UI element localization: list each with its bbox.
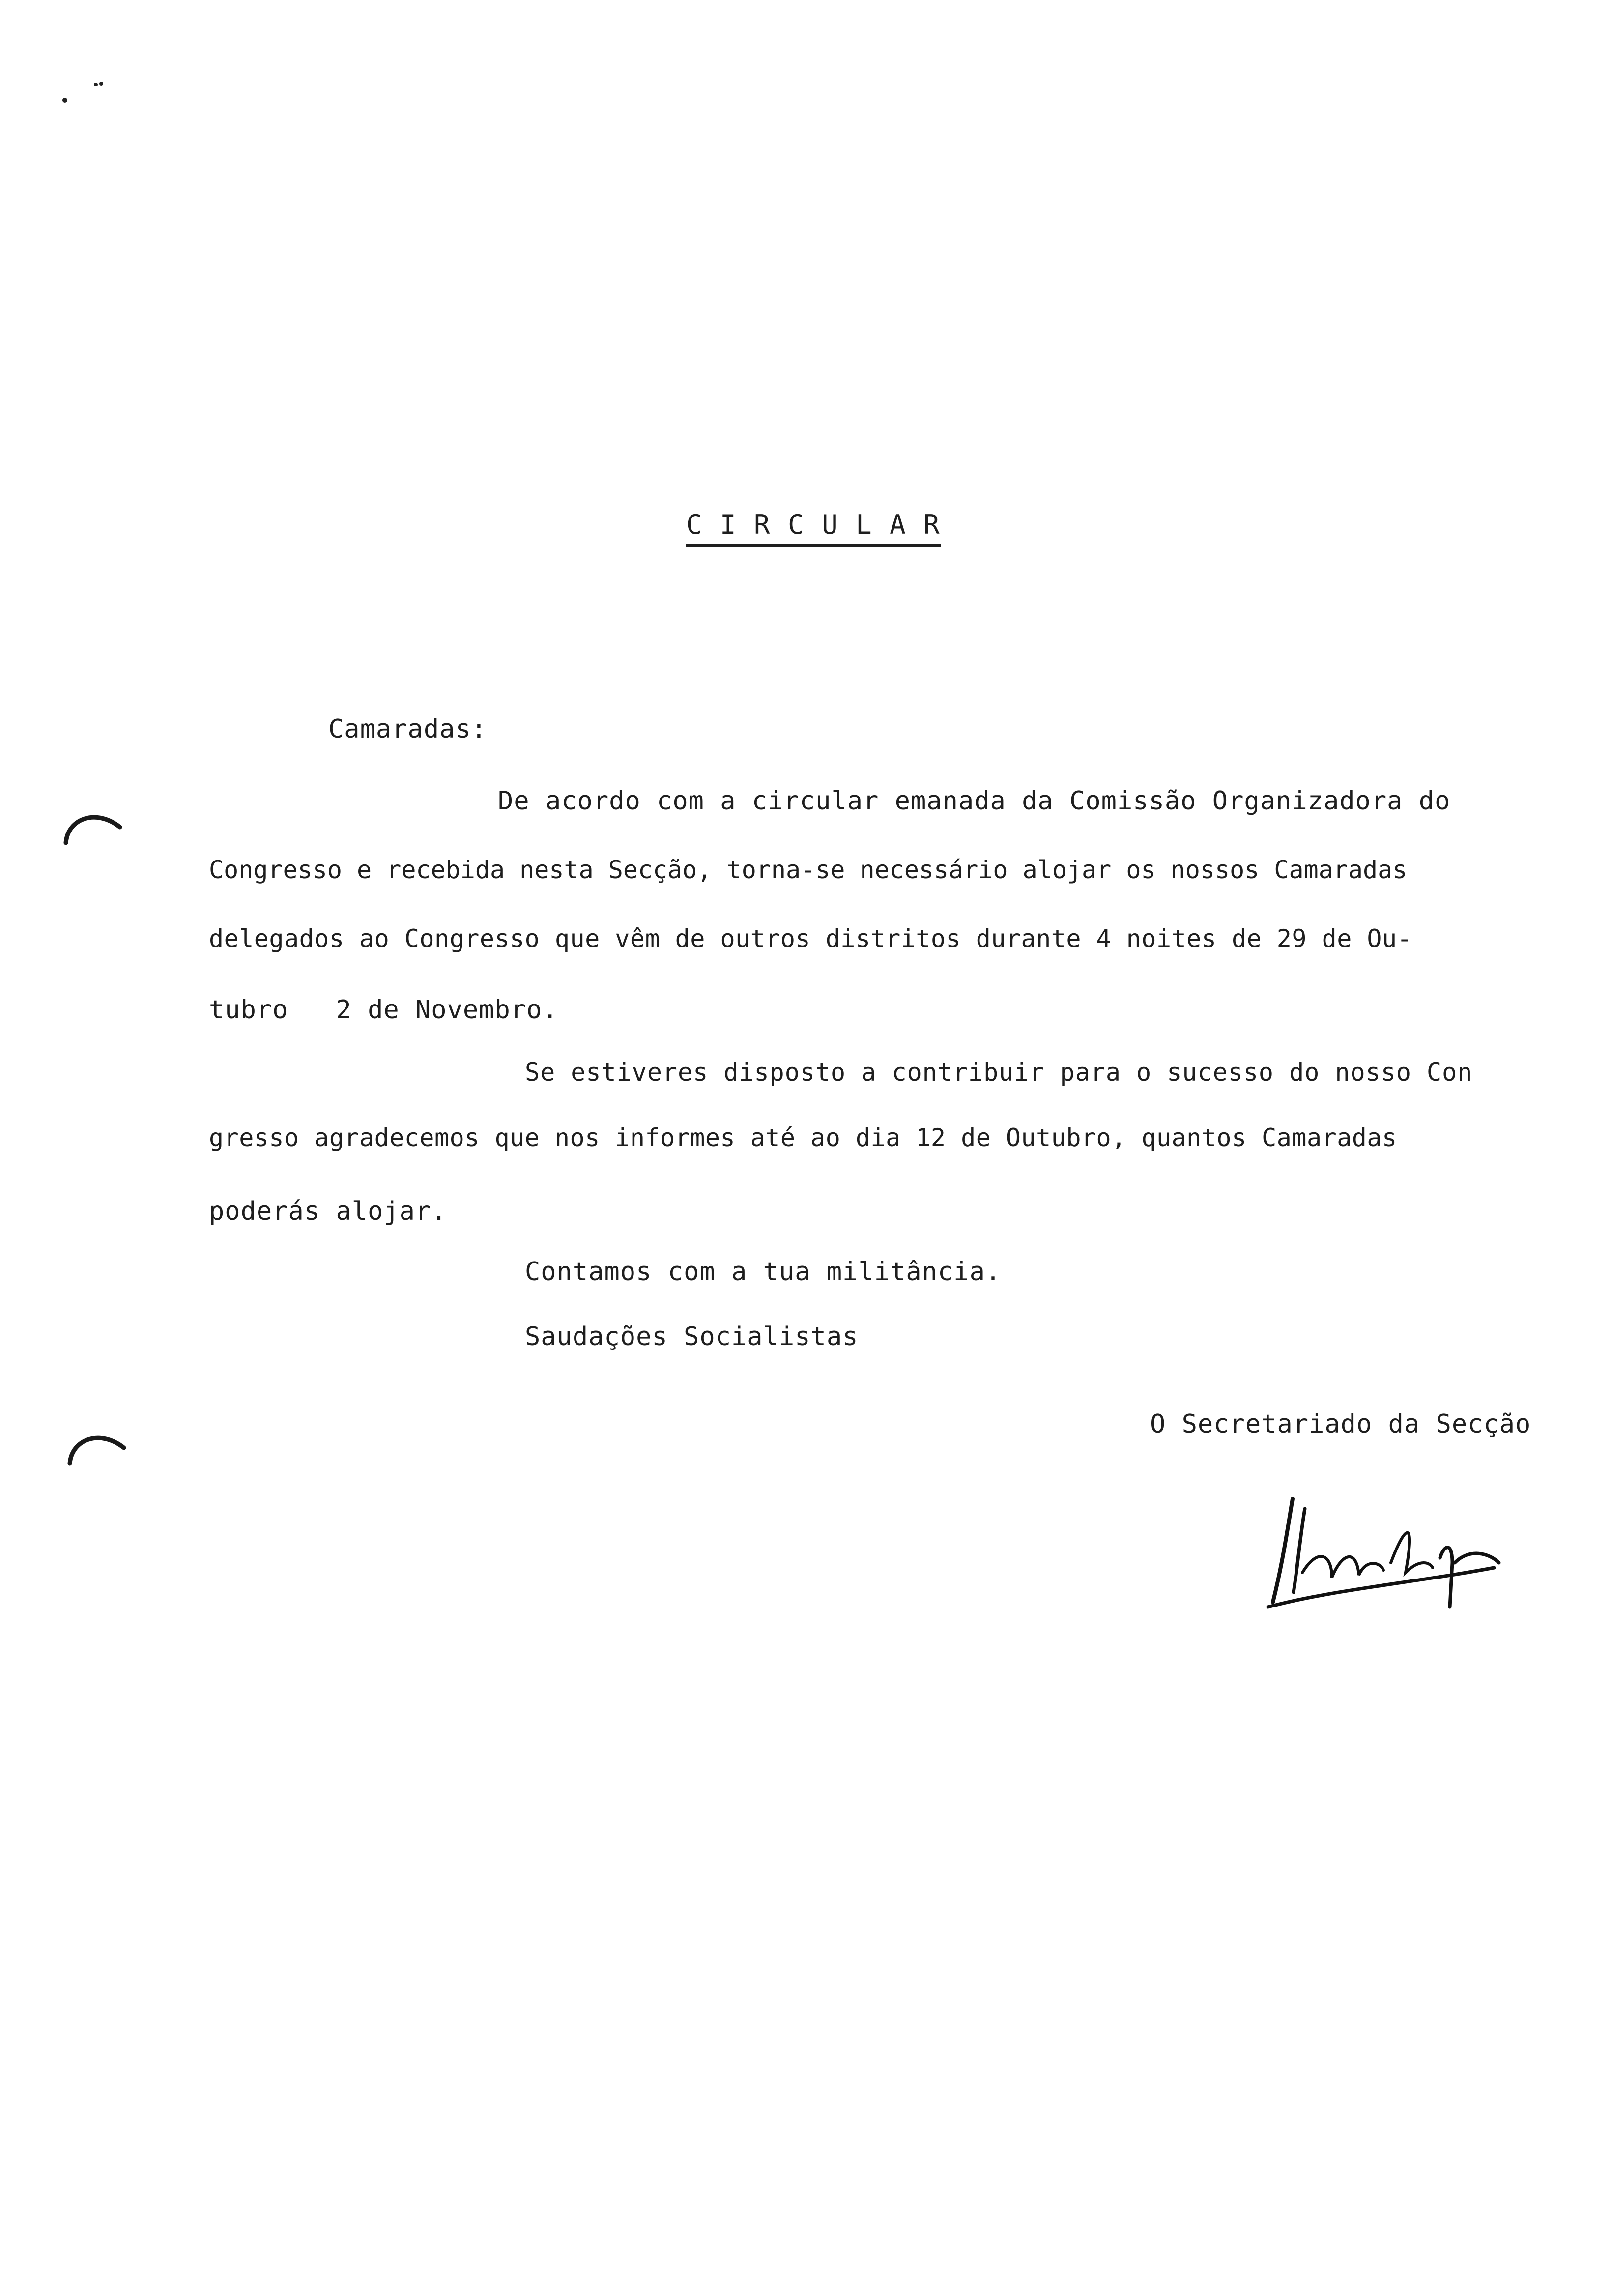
paragraph2-line1: Se estiveres disposto a contribuir para o sucesso do nosso Con bbox=[525, 1058, 1473, 1087]
punch-hole-mark-top bbox=[62, 808, 126, 848]
paragraph1-line2: Congresso e recebida nesta Secção, torna-se necessário alojar os nossos Camaradas bbox=[209, 856, 1408, 884]
paragraph1-line3: delegados ao Congresso que vêm de outros distritos durante 4 noites de 29 de Ou- bbox=[209, 924, 1412, 953]
paragraph2-line2: gresso agradecemos que nos informes até ao dia 12 de Outubro, quantos Camaradas bbox=[209, 1123, 1397, 1152]
closing-salutation: Saudações Socialistas bbox=[525, 1322, 859, 1351]
salutation: Camaradas: bbox=[328, 715, 488, 744]
paragraph1-line4: tubro 2 de Novembro. bbox=[209, 995, 558, 1025]
scan-speck-marks bbox=[54, 74, 123, 103]
paragraph2-line3: poderás alojar. bbox=[209, 1197, 447, 1226]
sender-name: O Secretariado da Secção bbox=[1150, 1409, 1531, 1439]
document-title: C I R C U L A R bbox=[686, 510, 941, 547]
punch-hole-mark-bottom bbox=[66, 1429, 130, 1468]
handwritten-signature bbox=[1258, 1489, 1514, 1612]
paragraph1-line1: De acordo com a circular emanada da Comissão Organizadora do bbox=[498, 786, 1451, 816]
closing-line: Contamos com a tua militância. bbox=[525, 1257, 1002, 1287]
